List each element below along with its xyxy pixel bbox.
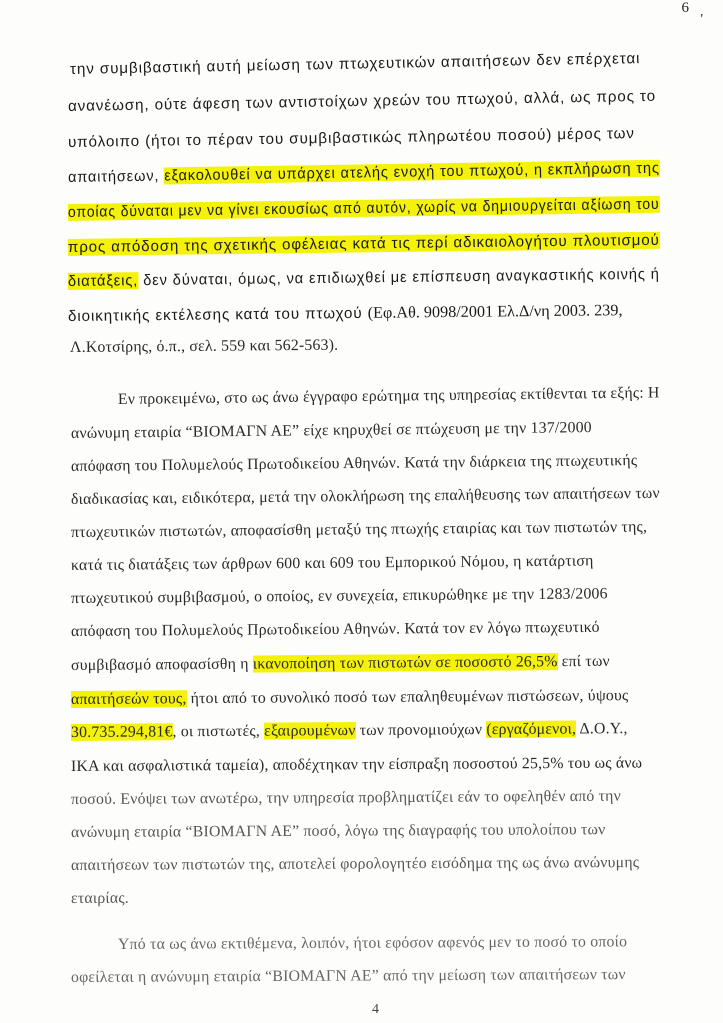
highlight-text: εξαιρουμένων [264,722,356,740]
para2-line-12: ΙΚΑ και ασφαλιστικά ταμεία), αποδέχτηκαν την είσπραξη ποσοστού 25,5% του ως άνω [70,754,643,775]
para2-line-11: 30.735.294,81€, οι πιστωτές, εξαιρουμένων των προνομιούχων (εργαζόμενοι, Δ.Ο.Υ., [70,720,628,741]
para1-line-3: υπόλοιπο (ήτοι το πέραν του συμβιβαστικώς πληρωτέου ποσού) μέρος των [67,125,635,151]
para2-line-9: συμβιβασμό αποφασίσθη η ικανοποίηση των πιστωτών σε ποσοστό 26,5% επί των [70,652,610,674]
para1-line-2: ανανέωση, ούτε άφεση των αντιστοίχων χρεών του πτωχού, αλλά, ως προς το [67,87,657,115]
para2-line-6: κατά τις διατάξεις των άρθρων 600 και 609 του Εμπορικού Νόμου, η κατάρτιση [70,552,594,574]
highlight-text: εξακολουθεί να υπάρχει ατελής ενοχή του πτωχού, η εκπλήρωση της [164,159,660,185]
corner-tick-mark: ' [700,12,703,27]
para2-line-8: απόφαση του Πολυμελούς Πρωτοδικείου Αθηνών. Κατά τον εν λόγω πτωχευτικό [70,618,600,640]
page-number: 4 [372,1002,379,1017]
para1-line-4: απαιτήσεων, εξακολουθεί να υπάρχει ατελής ενοχή του πτωχού, η εκπλήρωση της [67,159,660,186]
para1-line-5 [68,195,660,223]
highlight-text: οποίας δύναται μεν να γίνει εκουσίως από αυτόν, χωρίς να δημιουργείται αξίωση του [67,195,660,221]
highlight-amount: 30.735.294,81€ [70,723,173,741]
para1-line-9: Λ.Κοτσίρης, ό.π., σελ. 559 και 562-563). [69,336,339,356]
para3-line-1: Υπό τα ως άνω εκτιθέμενα, λοιπόν, ήτοι εφόσον αφενός μεν το ποσό το οποίο [117,933,628,953]
para1-line-1: την συμβιβαστική αυτή μείωση των πτωχευτικών απαιτήσεων δεν επέρχεται [69,50,641,78]
highlight-text: ικανοποίηση των πιστωτών σε ποσοστό 26,5% [252,653,558,673]
highlight-text: προς απόδοση της σχετικής οφέλειας κατά τις περί αδικαιολογήτου πλουτισμού [67,231,660,256]
para2-line-14: ανώνυμη εταιρία “ΒΙΟΜΑΓΝ ΑΕ” ποσό, λόγω της διαγραφής του υπολοίπου των [70,821,606,841]
para2-line-4: διαδικασίας και, ειδικότερα, μετά την ολοκλήρωση της επαλήθευσης των απαιτήσεων των [70,484,660,508]
para2-line-16: εταιρίας. [70,889,129,907]
para2-line-5: πτωχευτικών πιστωτών, αποφασίσθη μεταξύ της πτωχής εταιρίας και των πιστωτών της, [70,518,648,541]
para1-line-8: διοικητικής εκτέλεσης κατά του πτωχού (Εφ.Αθ. 9098/2001 Ελ.Δ/νη 2003. 239, [67,301,623,325]
para3-line-2: οφείλεται η ανώνυμη εταιρία “ΒΙΟΜΑΓΝ ΑΕ” από την μείωση των απαιτήσεων των [70,966,626,986]
para1-line-7: διατάξεις, δεν δύναται, όμως, να επιδιωχθεί με επίσπευση αναγκαστικής κοινής ή [67,265,660,290]
highlight-text: διατάξεις, [67,272,139,290]
para2-line-10: απαιτήσεών τους, ήτοι από το συνολικό ποσό των επαληθευμένων πιστώσεων, ύψους [70,687,629,708]
para2-line-2: ανώνυμη εταιρία “ΒΙΟΜΑΓΝ ΑΕ” είχε κηρυχθεί σε πτώχευση με την 137/2000 [70,419,592,442]
citation: (Εφ.Αθ. 9098/2001 Ελ.Δ/νη 2003. 239, [367,301,623,322]
highlight-text: απαιτήσεών τους, [70,690,187,708]
corner-page-mark: 6 [681,0,689,16]
highlight-text: (εργαζόμενοι, [486,720,577,739]
para1-line-6 [68,231,660,258]
para2-line-15: απαιτήσεων των πιστωτών της, αποτελεί φορολογητέο εισόδημα της ως άνω ανώνυμης [70,854,640,874]
para2-line-1: Εν προκειμένω, στο ως άνω έγγραφο ερώτημα της υπηρεσίας εκτίθενται τα εξής: Η [117,384,660,408]
para2-line-13: ποσού. Ενόψει των ανωτέρω, την υπηρεσία προβληματίζει εάν το οφεληθέν από την [70,787,622,808]
para2-line-7: πτωχευτικού συμβιβασμού, ο οποίος, εν συνεχεία, επικυρώθηκε με την 1283/2006 [70,585,608,607]
para2-line-3: απόφαση του Πολυμελούς Πρωτοδικείου Αθηνών. Κατά την διάρκεια της πτωχευτικής [70,452,638,475]
